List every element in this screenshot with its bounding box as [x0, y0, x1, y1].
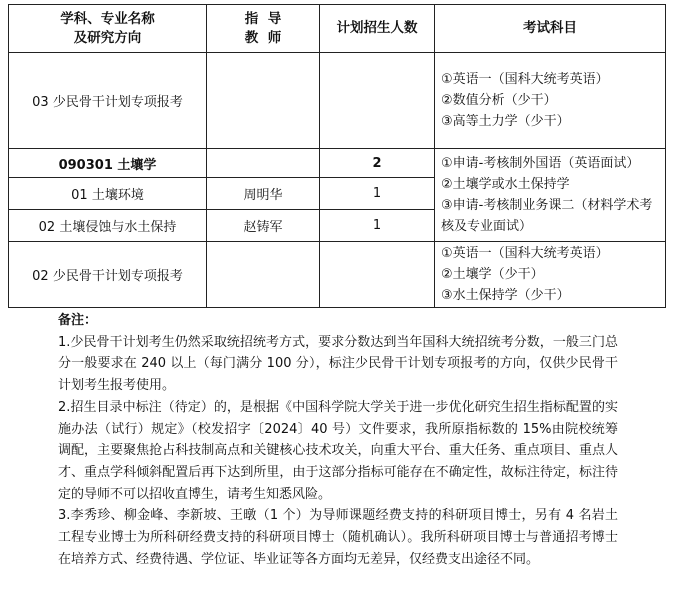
header-exam: 考试科目	[435, 5, 666, 53]
enrollment-table	[8, 4, 666, 308]
exam-cell	[435, 242, 666, 308]
exam-item: ②土壤学或水土保持学	[441, 177, 570, 192]
header-advisor-line1: 指 导	[244, 10, 282, 27]
quota-cell	[320, 242, 435, 308]
header-advisor	[207, 5, 320, 53]
header-subject-line2: 及研究方向	[73, 29, 142, 46]
header-subject-line1: 学科、专业名称	[60, 10, 155, 27]
quota-cell: 2	[320, 149, 435, 178]
notes-section	[58, 310, 618, 570]
advisor-cell	[207, 53, 320, 149]
header-subject	[9, 5, 207, 53]
exam-item: ③高等土力学（少干）	[441, 114, 570, 129]
notes-title: 备注：	[58, 313, 98, 328]
advisor-cell	[207, 242, 320, 308]
quota-cell: 1	[320, 210, 435, 242]
subject-cell: 03 少民骨干计划专项报考	[9, 53, 207, 149]
exam-cell	[435, 53, 666, 149]
subject-cell: 090301 土壤学	[9, 149, 207, 178]
exam-item: ①英语一（国科大统考英语）	[441, 72, 609, 87]
table-header-row	[9, 5, 666, 53]
exam-item: ③申请-考核制业务课二（材料学术考核及专业面试）	[441, 198, 653, 234]
subject-cell: 02 土壤侵蚀与水土保持	[9, 210, 207, 242]
exam-item: ①英语一（国科大统考英语）	[441, 246, 609, 261]
advisor-cell: 周明华	[207, 178, 320, 210]
table-row	[9, 149, 666, 178]
table-row	[9, 53, 666, 149]
header-quota: 计划招生人数	[320, 5, 435, 53]
advisor-cell	[207, 149, 320, 178]
exam-cell	[435, 149, 666, 242]
exam-item: ①申请-考核制外国语（英语面试）	[441, 156, 640, 171]
note-item: 3.李秀珍、柳金峰、李新坡、王暾（1 个）为导师课题经费支持的科研项目博士，另有 4 名岩土工程专业博士为所科研经费支持的科研项目博士（随机确认）。我所科研项目博士与普通招考博士在培养方式、经费待遇、学位证、毕业证等各方面均无差异，仅经费支出途径不同。	[58, 508, 618, 567]
note-item: 2.招生目录中标注（待定）的，是根据《中国科学院大学关于进一步优化研究生招生指标配置的实施办法（试行）规定》（校发招字〔2024〕40 号）文件要求，我所原指标数的 15%由院校统筹调配，主要聚焦抢占科技制高点和关键核心技术攻关，向重大平台、重大任务、重点项目、重点人才、重点学科倾斜配置后再下达到所里，由于这部分指标可能存在不确定性，故标注待定，标注待定的导师不可以招收直博生，请考生知悉风险。	[58, 399, 618, 502]
table-row	[9, 242, 666, 308]
exam-item: ②数值分析（少干）	[441, 93, 557, 108]
subject-cell: 01 土壤环境	[9, 178, 207, 210]
subject-cell: 02 少民骨干计划专项报考	[9, 242, 207, 308]
quota-cell	[320, 53, 435, 149]
note-item: 1.少民骨干计划考生仍然采取统招统考方式，要求分数达到当年国科大统招统考分数，一般三门总分一般要求在 240 以上（每门满分 100 分），标注少民骨干计划专项报考的方向，仅供少民骨干计划考生报考使用。	[58, 334, 618, 394]
advisor-cell: 赵铸军	[207, 210, 320, 242]
exam-item: ③水土保持学（少干）	[441, 288, 570, 303]
quota-cell: 1	[320, 178, 435, 210]
header-advisor-line2: 教 师	[244, 29, 282, 46]
exam-item: ②土壤学（少干）	[441, 267, 544, 282]
